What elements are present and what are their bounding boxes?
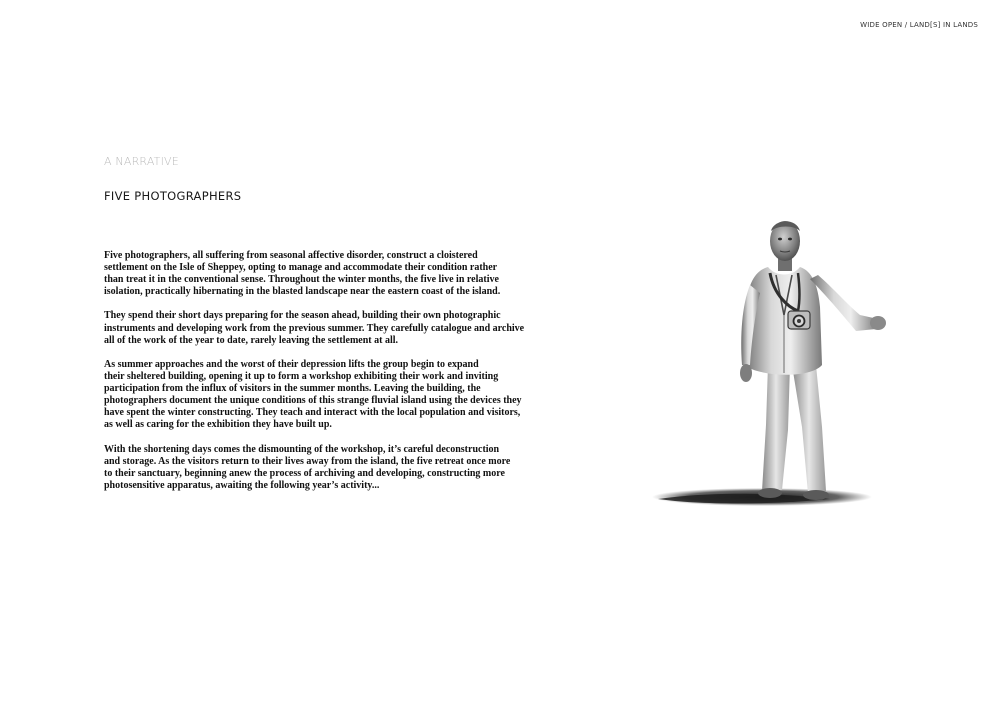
header-label: WIDE OPEN / LAND[S] IN LANDS xyxy=(860,21,978,29)
figure-left-shoe xyxy=(758,488,782,498)
figure-left-leg xyxy=(762,365,790,491)
figure-left-hand xyxy=(740,364,752,382)
paragraph-3: As summer approaches and the worst of their depression lifts the group begin to expand their sheltered building, opening it up to form a workshop exhibiting their work and inviting participation from the influx of visitors in the summer months. Leaving the building, the photographers document the unique conditions of this strange fluvial island using the devices they have spent the winter constructing. They teach and interact with the local population and visitors, as well as caring for the exhibition they have built up. xyxy=(104,358,522,431)
figurine-photo xyxy=(650,215,900,515)
paragraph-4: With the shortening days comes the dismounting of the workshop, it’s careful deconstruction and storage. As the visitors return to their lives away from the island, the five retreat once more to their sanctuary, beginning anew the process of archiving and developing, constructing more photosensitive apparatus, awaiting the following year’s activity... xyxy=(104,443,511,491)
figure-right-shoe xyxy=(803,490,829,500)
paragraph-2: They spend their short days preparing for the season ahead, building their own photographic instruments and developing work from the previous summer. They carefully catalogue and archive all of the work of the year to date, rarely leaving the settlement at all. xyxy=(104,310,525,346)
figure-camera-lens-core xyxy=(797,319,801,323)
figure-left-eye xyxy=(778,238,782,241)
figure-camera-strap-2 xyxy=(798,273,800,311)
photographer-figurine-illustration xyxy=(650,215,900,515)
figure-right-eye xyxy=(788,238,792,241)
page-title: FIVE PHOTOGRAPHERS xyxy=(104,189,242,203)
narrative-body xyxy=(104,250,629,504)
figure-right-hand xyxy=(870,316,886,330)
section-kicker: A NARRATIVE xyxy=(104,155,179,168)
paragraph-1: Five photographers, all suffering from seasonal affective disorder, construct a cloistered settlement on the Isle of Sheppey, opting to manage and accommodate their condition rather than treat it in the conventional sense. Throughout the winter months, the five live in relative isolation, practically hibernating in the blasted landscape near the eastern coast of the island. xyxy=(104,250,501,298)
figure-right-leg xyxy=(792,365,826,493)
